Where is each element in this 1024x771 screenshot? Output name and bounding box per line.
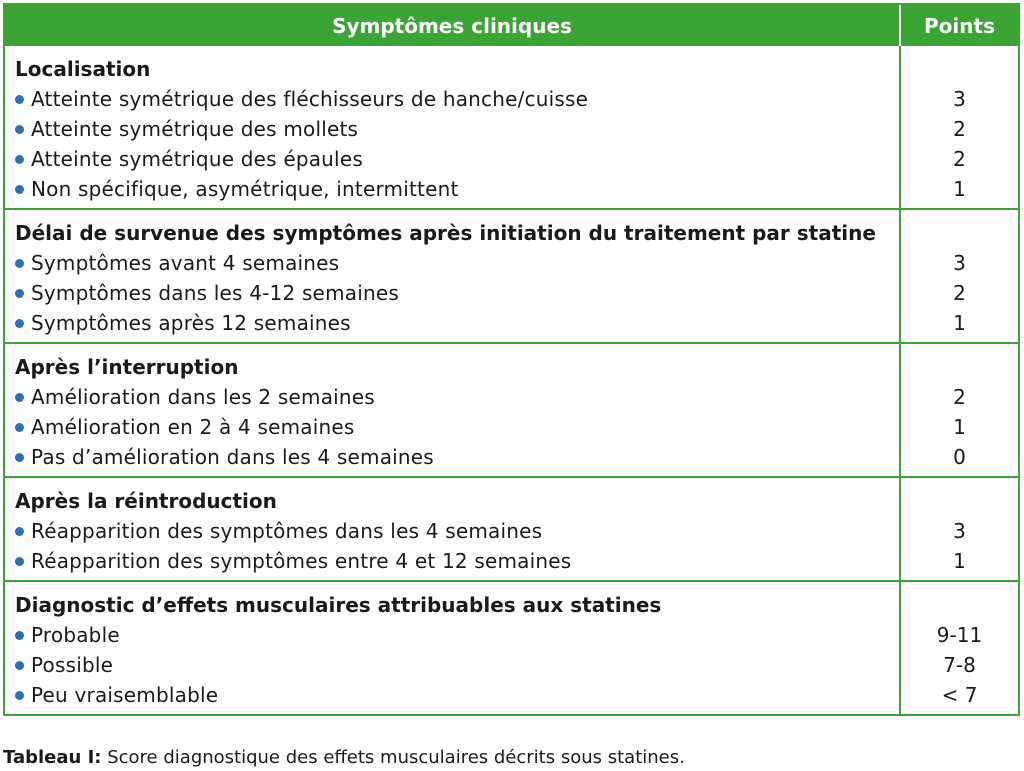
points-spacer — [901, 218, 1018, 248]
item-label: Réapparition des symptômes entre 4 et 12 semaines — [31, 549, 572, 573]
points-spacer — [901, 590, 1018, 620]
table-section — [5, 208, 1018, 342]
list-item — [15, 382, 899, 412]
item-label: Symptômes avant 4 semaines — [31, 251, 340, 275]
item-label: Atteinte symétrique des mollets — [31, 117, 359, 141]
item-points: 0 — [953, 445, 966, 469]
item-points: 2 — [953, 147, 966, 171]
item-points: 1 — [953, 177, 966, 201]
header-symptoms: Symptômes cliniques — [5, 5, 901, 46]
item-points: 7-8 — [943, 653, 976, 677]
section-title: Après l’interruption — [15, 355, 239, 379]
item-label: Peu vraisemblable — [31, 683, 219, 707]
table-caption — [3, 747, 685, 768]
item-points: 3 — [953, 519, 966, 543]
section-points-cell — [901, 46, 1018, 208]
table-header — [5, 5, 1018, 46]
bullet-icon — [15, 319, 24, 328]
list-item — [15, 516, 899, 546]
section-points-cell — [901, 210, 1018, 342]
item-points: 2 — [953, 117, 966, 141]
item-label: Non spécifique, asymétrique, intermittent — [31, 177, 459, 201]
section-symptoms-cell — [5, 478, 901, 580]
list-item — [15, 620, 899, 650]
bullet-icon — [15, 155, 24, 164]
list-item — [15, 442, 899, 472]
list-item — [15, 680, 899, 710]
section-symptoms-cell — [5, 344, 901, 476]
table-section — [5, 342, 1018, 476]
item-label: Pas d’amélioration dans les 4 semaines — [31, 445, 434, 469]
item-label: Symptômes après 12 semaines — [31, 311, 351, 335]
bullet-icon — [15, 557, 24, 566]
table-section — [5, 476, 1018, 580]
item-label: Amélioration dans les 2 semaines — [31, 385, 375, 409]
item-points: 3 — [953, 87, 966, 111]
bullet-icon — [15, 125, 24, 134]
item-points: 3 — [953, 251, 966, 275]
item-points: 2 — [953, 385, 966, 409]
bullet-icon — [15, 95, 24, 104]
table-section — [5, 580, 1018, 714]
section-symptoms-cell — [5, 582, 901, 714]
list-item — [15, 144, 899, 174]
bullet-icon — [15, 631, 24, 640]
list-item — [15, 84, 899, 114]
item-points: 9-11 — [936, 623, 983, 647]
section-points-cell — [901, 478, 1018, 580]
bullet-icon — [15, 453, 24, 462]
section-title: Localisation — [15, 57, 151, 81]
item-points: 1 — [953, 311, 966, 335]
item-points: 2 — [953, 281, 966, 305]
list-item — [15, 308, 899, 338]
bullet-icon — [15, 527, 24, 536]
bullet-icon — [15, 185, 24, 194]
score-table — [3, 3, 1020, 716]
section-symptoms-cell — [5, 210, 901, 342]
item-label: Probable — [31, 623, 120, 647]
points-spacer — [901, 486, 1018, 516]
item-label: Amélioration en 2 à 4 semaines — [31, 415, 355, 439]
item-label: Symptômes dans les 4-12 semaines — [31, 281, 399, 305]
table-section — [5, 46, 1018, 208]
item-points: < 7 — [941, 683, 978, 707]
caption-label: Tableau I: — [3, 747, 102, 768]
item-label: Possible — [31, 653, 114, 677]
list-item — [15, 278, 899, 308]
list-item — [15, 546, 899, 576]
section-title: Délai de survenue des symptômes après initiation du traitement par statine — [15, 221, 876, 245]
section-symptoms-cell — [5, 46, 901, 208]
list-item — [15, 114, 899, 144]
bullet-icon — [15, 289, 24, 298]
list-item — [15, 174, 899, 204]
list-item — [15, 412, 899, 442]
points-spacer — [901, 54, 1018, 84]
section-title: Après la réintroduction — [15, 489, 277, 513]
bullet-icon — [15, 393, 24, 402]
item-label: Atteinte symétrique des fléchisseurs de hanche/cuisse — [31, 87, 589, 111]
bullet-icon — [15, 691, 24, 700]
list-item — [15, 248, 899, 278]
points-spacer — [901, 352, 1018, 382]
bullet-icon — [15, 259, 24, 268]
item-points: 1 — [953, 549, 966, 573]
section-title: Diagnostic d’effets musculaires attribuables aux statines — [15, 593, 662, 617]
item-points: 1 — [953, 415, 966, 439]
caption-text: Score diagnostique des effets musculaires décrits sous statines. — [101, 747, 685, 768]
item-label: Réapparition des symptômes dans les 4 semaines — [31, 519, 543, 543]
section-points-cell — [901, 344, 1018, 476]
bullet-icon — [15, 423, 24, 432]
list-item — [15, 650, 899, 680]
bullet-icon — [15, 661, 24, 670]
header-points: Points — [924, 13, 995, 38]
item-label: Atteinte symétrique des épaules — [31, 147, 363, 171]
section-points-cell — [901, 582, 1018, 714]
